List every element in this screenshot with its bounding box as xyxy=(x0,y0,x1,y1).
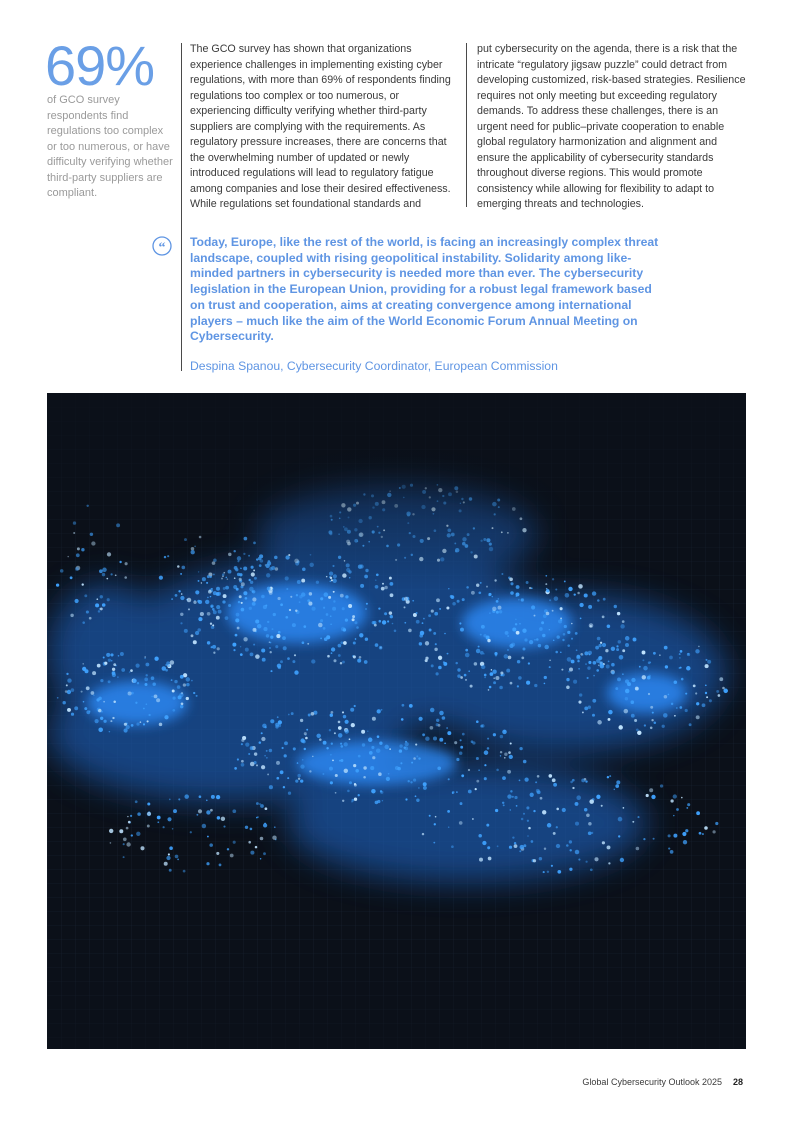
body-column-2: put cybersecurity on the agenda, there is a risk that the intricate “regulatory jigsaw puzzle” could detract from developing customized, risk-based strategies. Resilience requires not only meeting but exceeding regulatory demands. To address these challenges, there is an urgent need for public–private cooperation to enable global regulatory harmonization and alignment and ensure the applicability of cybersecurity standards throughout diverse regions. This would promote consistency while allowing for flexibility to adapt to emerging threats and technologies. xyxy=(477,43,746,210)
pull-quote: Today, Europe, like the rest of the world, is facing an increasingly complex threat landscape, coupled with rising geopolitical instability. Solidarity among like-minded partners in cybersecurity is needed more than ever. The cybersecurity legislation in the European Union, providing for a robust legal framework based on trust and cooperation, aims at creating convergence among international players – much like the aim of the World Economic Forum Annual Meeting on Cybersecurity. xyxy=(190,235,659,344)
svg-text:“: “ xyxy=(158,240,166,256)
stat-caption: of GCO survey respondents find regulations too complex or too numerous, or have difficulty verifying whether third-party suppliers are compliant. xyxy=(47,94,173,199)
footer-report-title: Global Cybersecurity Outlook 2025 xyxy=(582,1077,722,1087)
page-number: 28 xyxy=(733,1077,744,1087)
column-divider xyxy=(466,43,467,207)
stat-figure: 69% xyxy=(45,34,155,97)
column-divider xyxy=(181,43,182,371)
europe-night-lights-image xyxy=(47,393,746,1049)
body-column-1: The GCO survey has shown that organizations experience challenges in implementing existing cyber regulations, with more than 69% of respondents finding regulations too complex or too numerous, or experiencing difficulty verifying whether third-party suppliers are complying with the requirements. As regulatory pressure increases, there are concerns that the overwhelming number of updated or newly introduced regulations will lead to regulatory fatigue among companies and lose their desired effectiveness. While regulations set foundational standards and xyxy=(190,43,451,210)
quote-attribution: Despina Spanou, Cybersecurity Coordinator, European Commission xyxy=(190,359,558,373)
quote-mark-icon xyxy=(152,236,172,256)
